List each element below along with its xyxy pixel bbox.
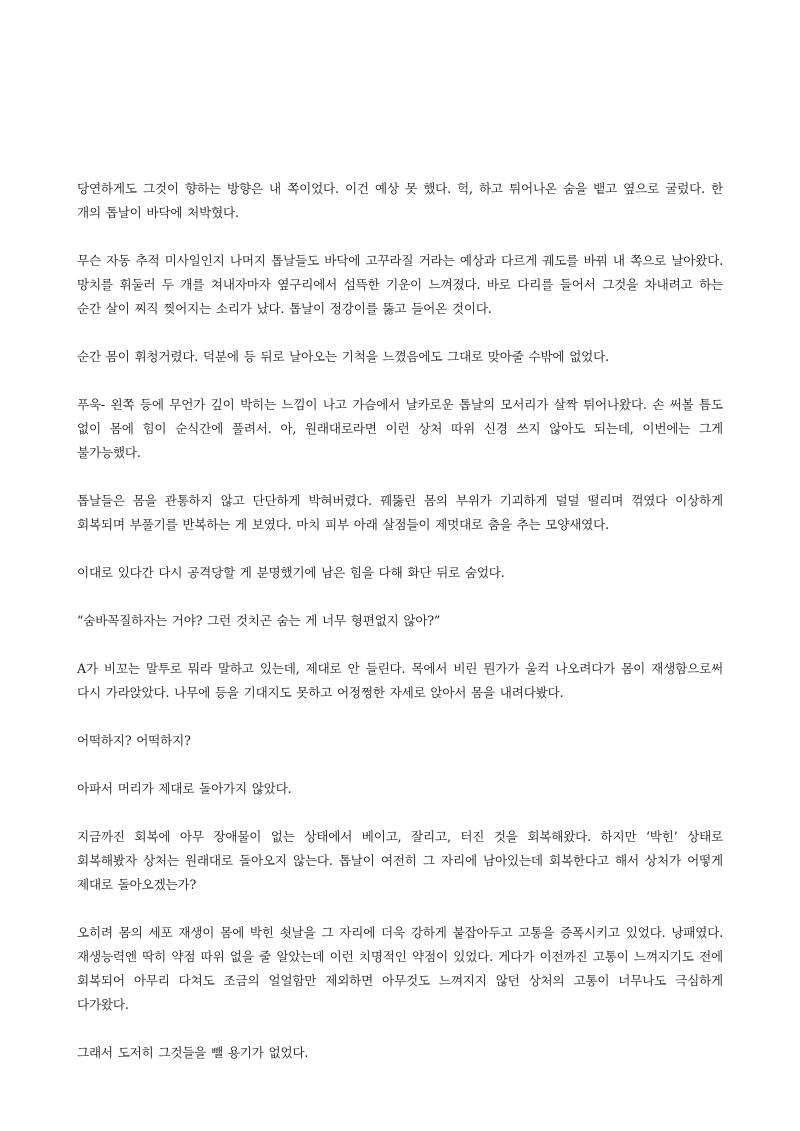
paragraph: 톱날들은 몸을 관통하지 않고 단단하게 박혀버렸다. 꿰뚫린 몸의 부위가 기괴하게 덜덜 떨리며 꺾였다 이상하게 회복되며 부풀기를 반복하는 게 보였다. 마치 피부 아래 살점들이 제멋대로 춤을 추는 모양새였다. [77, 493, 723, 532]
document-body [77, 177, 723, 1089]
paragraph: A가 비꼬는 말투로 뭐라 말하고 있는데, 제대로 안 들린다. 목에서 비린 뭔가가 울컥 나오려다가 몸이 재생함으로써 다시 가라앉았다. 나무에 등을 기대지도 못하고 어정쩡한 자세로 앉아서 몸을 내려다봤다. [77, 661, 723, 700]
paragraph: 아파서 머리가 제대로 돌아가지 않았다. [77, 781, 292, 796]
paragraph: 당연하게도 그것이 향하는 방향은 내 쪽이었다. 이건 예상 못 했다. 헉, 하고 튀어나온 숨을 뱉고 옆으로 굴렀다. 한 개의 톱날이 바닥에 처박혔다. [77, 181, 723, 220]
paragraph: 어떡하지? 어떡하지? [77, 733, 191, 748]
paragraph: 지금까진 회복에 아무 장애물이 없는 상태에서 베이고, 잘리고, 터진 것을 회복해왔다. 하지만 ‘박힌’ 상태로 회복해봤자 상처는 원래대로 돌아오지 않는다. 톱날이 여전히 그 자리에 남아있는데 회복한다고 해서 상처가 어떻게 제대로 돌아오겠는가? [77, 829, 723, 892]
paragraph: 푸욱- 왼쪽 등에 무언가 깊이 박히는 느낌이 나고 가슴에서 날카로운 톱날의 모서리가 살짝 튀어나왔다. 손 써볼 틈도 없이 몸에 힘이 순식간에 풀려서. 아, 원래대로라면 이런 상처 따위 신경 쓰지 않아도 되는데, 이번에는 그게 불가능했다. [77, 397, 723, 460]
paragraph: 그래서 도저히 그것들을 뺄 용기가 없었다. [77, 1045, 309, 1060]
paragraph: 순간 몸이 휘청거렸다. 덕분에 등 뒤로 날아오는 기척을 느꼈음에도 그대로 맞아줄 수밖에 없었다. [77, 349, 609, 364]
paragraph: 오히려 몸의 세포 재생이 몸에 박힌 쇳날을 그 자리에 더욱 강하게 붙잡아두고 고통을 증폭시키고 있었다. 낭패였다. 재생능력엔 딱히 약점 따위 없을 줄 알았는데 이런 치명적인 약점이 있었다. 게다가 이전까진 고통이 느껴지기도 전에 회복되어 아무리 다쳐도 조금의 얼얼함만 제외하면 아무것도 느껴지지 않던 상처의 고통이 너무나도 극심하게 다가왔다. [77, 925, 723, 1012]
paragraph: 이대로 있다간 다시 공격당할 게 분명했기에 남은 힘을 다해 화단 뒤로 숨었다. [77, 565, 505, 580]
paragraph: 무슨 자동 추적 미사일인지 나머지 톱날들도 바닥에 고꾸라질 거라는 예상과 다르게 궤도를 바꿔 내 쪽으로 날아왔다. 망치를 휘둘러 두 개를 쳐내자마자 옆구리에서 섬뜩한 기운이 느껴졌다. 바로 다리를 들어서 그것을 차내려고 하는 순간 살이 찌직 찢어지는 소리가 났다. 톱날이 정강이를 뚫고 들어온 것이다. [77, 253, 723, 316]
dialogue-paragraph: “숨바꼭질하자는 거야? 그런 것치곤 숨는 게 너무 형편없지 않아?” [77, 613, 441, 628]
